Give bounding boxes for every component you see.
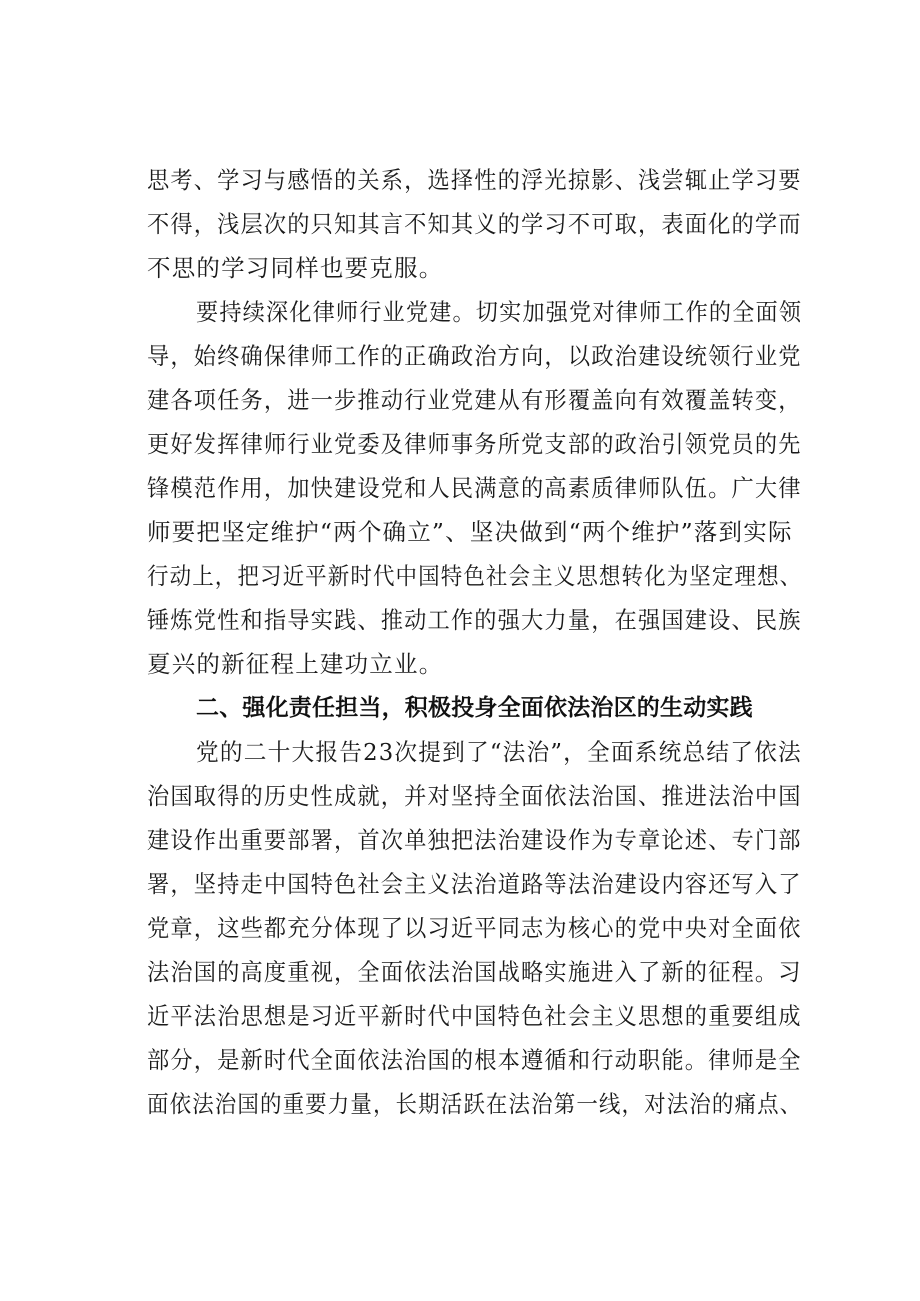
text-line: 要持续深化律师行业党建。切实加强党对律师工作的全面领 [196, 298, 803, 326]
text-line: 建设作出重要部署，首次单独把法治建设作为专章论述、专门部 [147, 826, 802, 854]
text-line: 党章，这些都充分体现了以习近平同志为核心的党中央对全面依 [147, 914, 802, 942]
text-line: 锋模范作用，加快建设党和人民满意的高素质律师队伍。广大律 [147, 474, 802, 502]
text-line: 行动上，把习近平新时代中国特色社会主义思想转化为坚定理想、 [147, 562, 803, 590]
text-line: 夏兴的新征程上建功立业。 [147, 650, 444, 678]
text-line: 思考、学习与感悟的关系，选择性的浮光掠影、浅尝辄止学习要 [147, 166, 802, 194]
text-line: 建各项任务，进一步推动行业党建从有形覆盖向有效覆盖转变， [147, 386, 802, 414]
section-heading: 二、强化责任担当，积极投身全面依法治区的生动实践 [196, 695, 753, 721]
text-line: 更好发挥律师行业党委及律师事务所党支部的政治引领党员的先 [147, 430, 802, 458]
text-line: 部分，是新时代全面依法治国的根本遵循和行动职能。律师是全 [147, 1046, 802, 1074]
text-line: 治国取得的历史性成就，并对坚持全面依法治国、推进法治中国 [147, 782, 802, 810]
text-line: 法治国的高度重视，全面依法治国战略实施进入了新的征程。习 [147, 958, 802, 986]
text-line: 不得，浅层次的只知其言不知其义的学习不可取，表面化的学而 [147, 210, 802, 238]
text-line: 党的二十大报告23次提到了“法治”，全面系统总结了依法 [196, 738, 802, 766]
text-line: 锤炼党性和指导实践、推动工作的强大力量，在强国建设、民族 [147, 606, 802, 634]
text-line: 面依法治国的重要力量，长期活跃在法治第一线，对法治的痛点、 [147, 1090, 803, 1118]
text-line: 不思的学习同样也要克服。 [147, 254, 444, 282]
text-line: 近平法治思想是习近平新时代中国特色社会主义思想的重要组成 [147, 1002, 802, 1030]
text-line: 署，坚持走中国特色社会主义法治道路等法治建设内容还写入了 [147, 870, 802, 898]
text-line: 师要把坚定维护“两个确立”、坚决做到“两个维护”落到实际 [147, 518, 793, 546]
text-line: 导，始终确保律师工作的正确政治方向，以政治建设统领行业党 [147, 342, 802, 370]
